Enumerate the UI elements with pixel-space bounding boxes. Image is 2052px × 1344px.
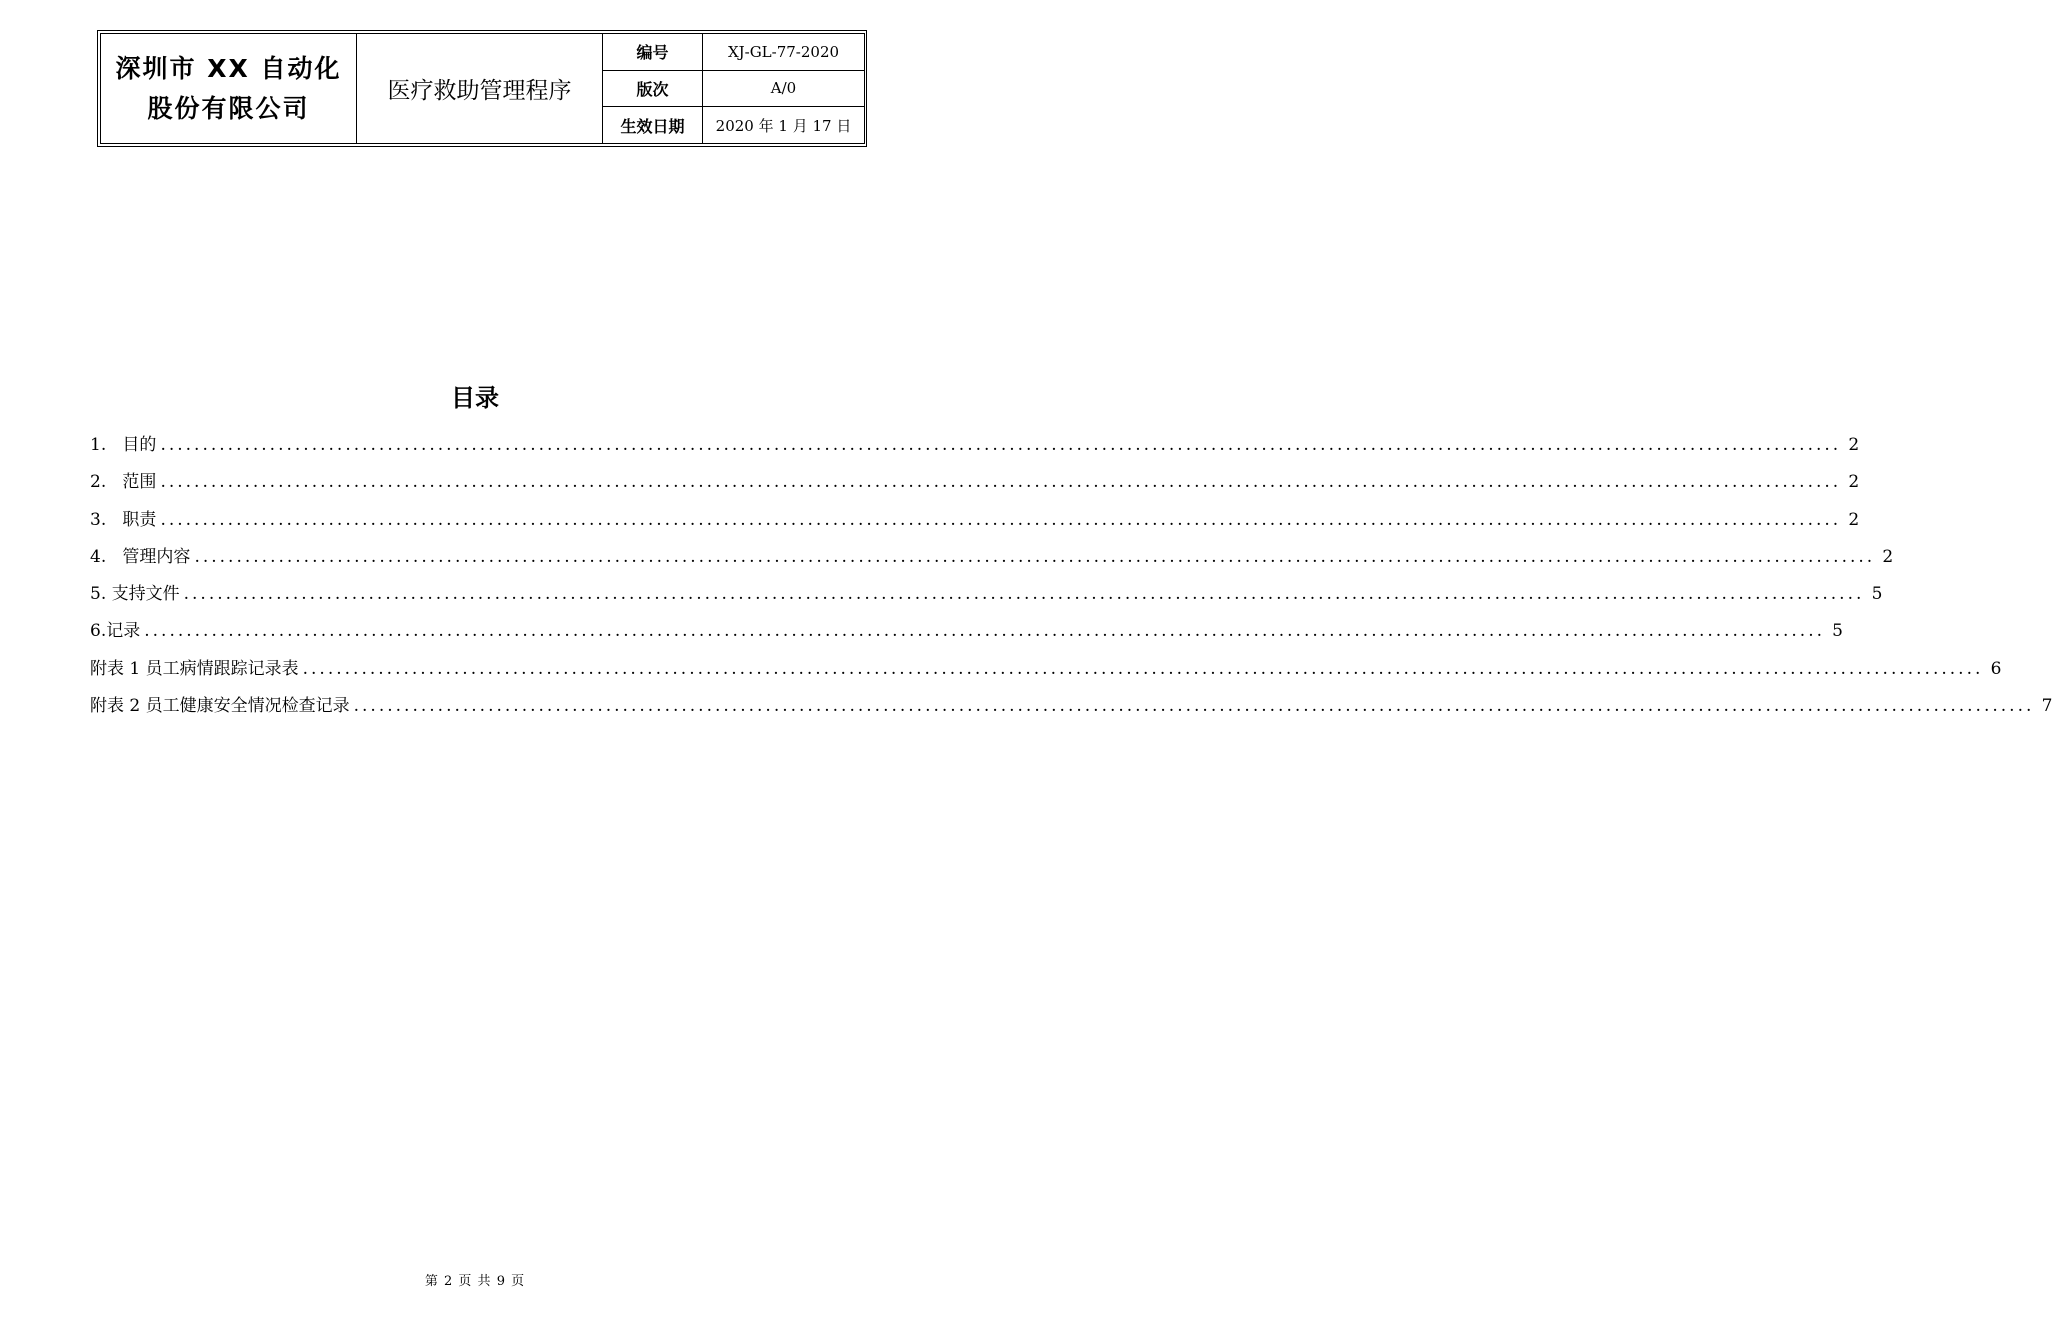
toc-leader-dots: ........................................................................................................................................................................................................ <box>144 621 1825 642</box>
toc-entry-responsibilities[interactable] <box>90 507 1860 544</box>
company-name <box>101 34 357 144</box>
toc-entry-management-content[interactable] <box>90 544 1894 581</box>
toc-entry-page: 6 <box>1990 658 2002 679</box>
toc-leader-dots: ........................................................................................................................................................................................................ <box>183 584 1865 605</box>
document-title: 医疗救助管理程序 <box>357 34 603 144</box>
page-footer: 第 2 页 共 9 页 <box>424 1274 526 1289</box>
document-header <box>97 30 867 147</box>
toc-leader-dots: ........................................................................................................................................................................................................ <box>353 696 2035 717</box>
toc-entry-page: 2 <box>1848 435 1860 455</box>
toc-title: 目录 <box>451 384 499 412</box>
doc-number-label: 编号 <box>603 34 703 71</box>
toc-leader-dots: ........................................................................................................................................................................................................ <box>194 546 1876 567</box>
toc-leader-dots: ........................................................................................................................................................................................................ <box>160 435 1842 455</box>
toc-entry-page: 5 <box>1871 584 1883 605</box>
toc-entry-purpose[interactable] <box>90 432 1860 469</box>
effective-date-value: 2020 年 1 月 17 日 <box>703 107 865 144</box>
toc-entry-label: 附表 1 员工病情跟踪记录表 <box>90 658 299 679</box>
toc-entry-label: 附表 2 员工健康安全情况检查记录 <box>90 696 350 717</box>
toc-entry-label: 4. 管理内容 <box>90 546 191 567</box>
table-of-contents <box>90 432 2052 730</box>
doc-number-value: XJ-GL-77-2020 <box>703 34 865 71</box>
toc-entry-page: 7 <box>2041 696 2052 717</box>
toc-entry-scope[interactable] <box>90 469 1860 506</box>
toc-entry-records[interactable] <box>90 618 1843 655</box>
toc-leader-dots: ........................................................................................................................................................................................................ <box>302 658 1984 679</box>
toc-entry-label: 1. 目的 <box>90 435 157 455</box>
toc-entry-page: 2 <box>1848 472 1860 493</box>
toc-entry-label: 3. 职责 <box>90 509 157 530</box>
toc-entry-label: 2. 范围 <box>90 472 157 493</box>
toc-entry-page: 2 <box>1848 509 1860 530</box>
toc-entry-appendix-1[interactable] <box>90 656 2002 693</box>
toc-entry-label: 5. 支持文件 <box>90 584 180 605</box>
toc-entry-page: 2 <box>1882 546 1894 567</box>
toc-entry-appendix-2[interactable] <box>90 693 2052 730</box>
header-table <box>100 33 865 144</box>
toc-leader-dots: ........................................................................................................................................................................................................ <box>160 472 1842 493</box>
company-name-line2: 股份有限公司 <box>147 93 310 123</box>
toc-entry-label: 6.记录 <box>90 621 141 642</box>
company-name-line1: 深圳市 XX 自动化 <box>115 53 342 83</box>
effective-date-label: 生效日期 <box>603 107 703 144</box>
toc-entry-page: 5 <box>1832 621 1843 642</box>
revision-value: A/0 <box>703 70 865 107</box>
toc-leader-dots: ........................................................................................................................................................................................................ <box>160 509 1842 530</box>
toc-entry-supporting-documents[interactable] <box>90 581 1883 618</box>
revision-label: 版次 <box>603 70 703 107</box>
